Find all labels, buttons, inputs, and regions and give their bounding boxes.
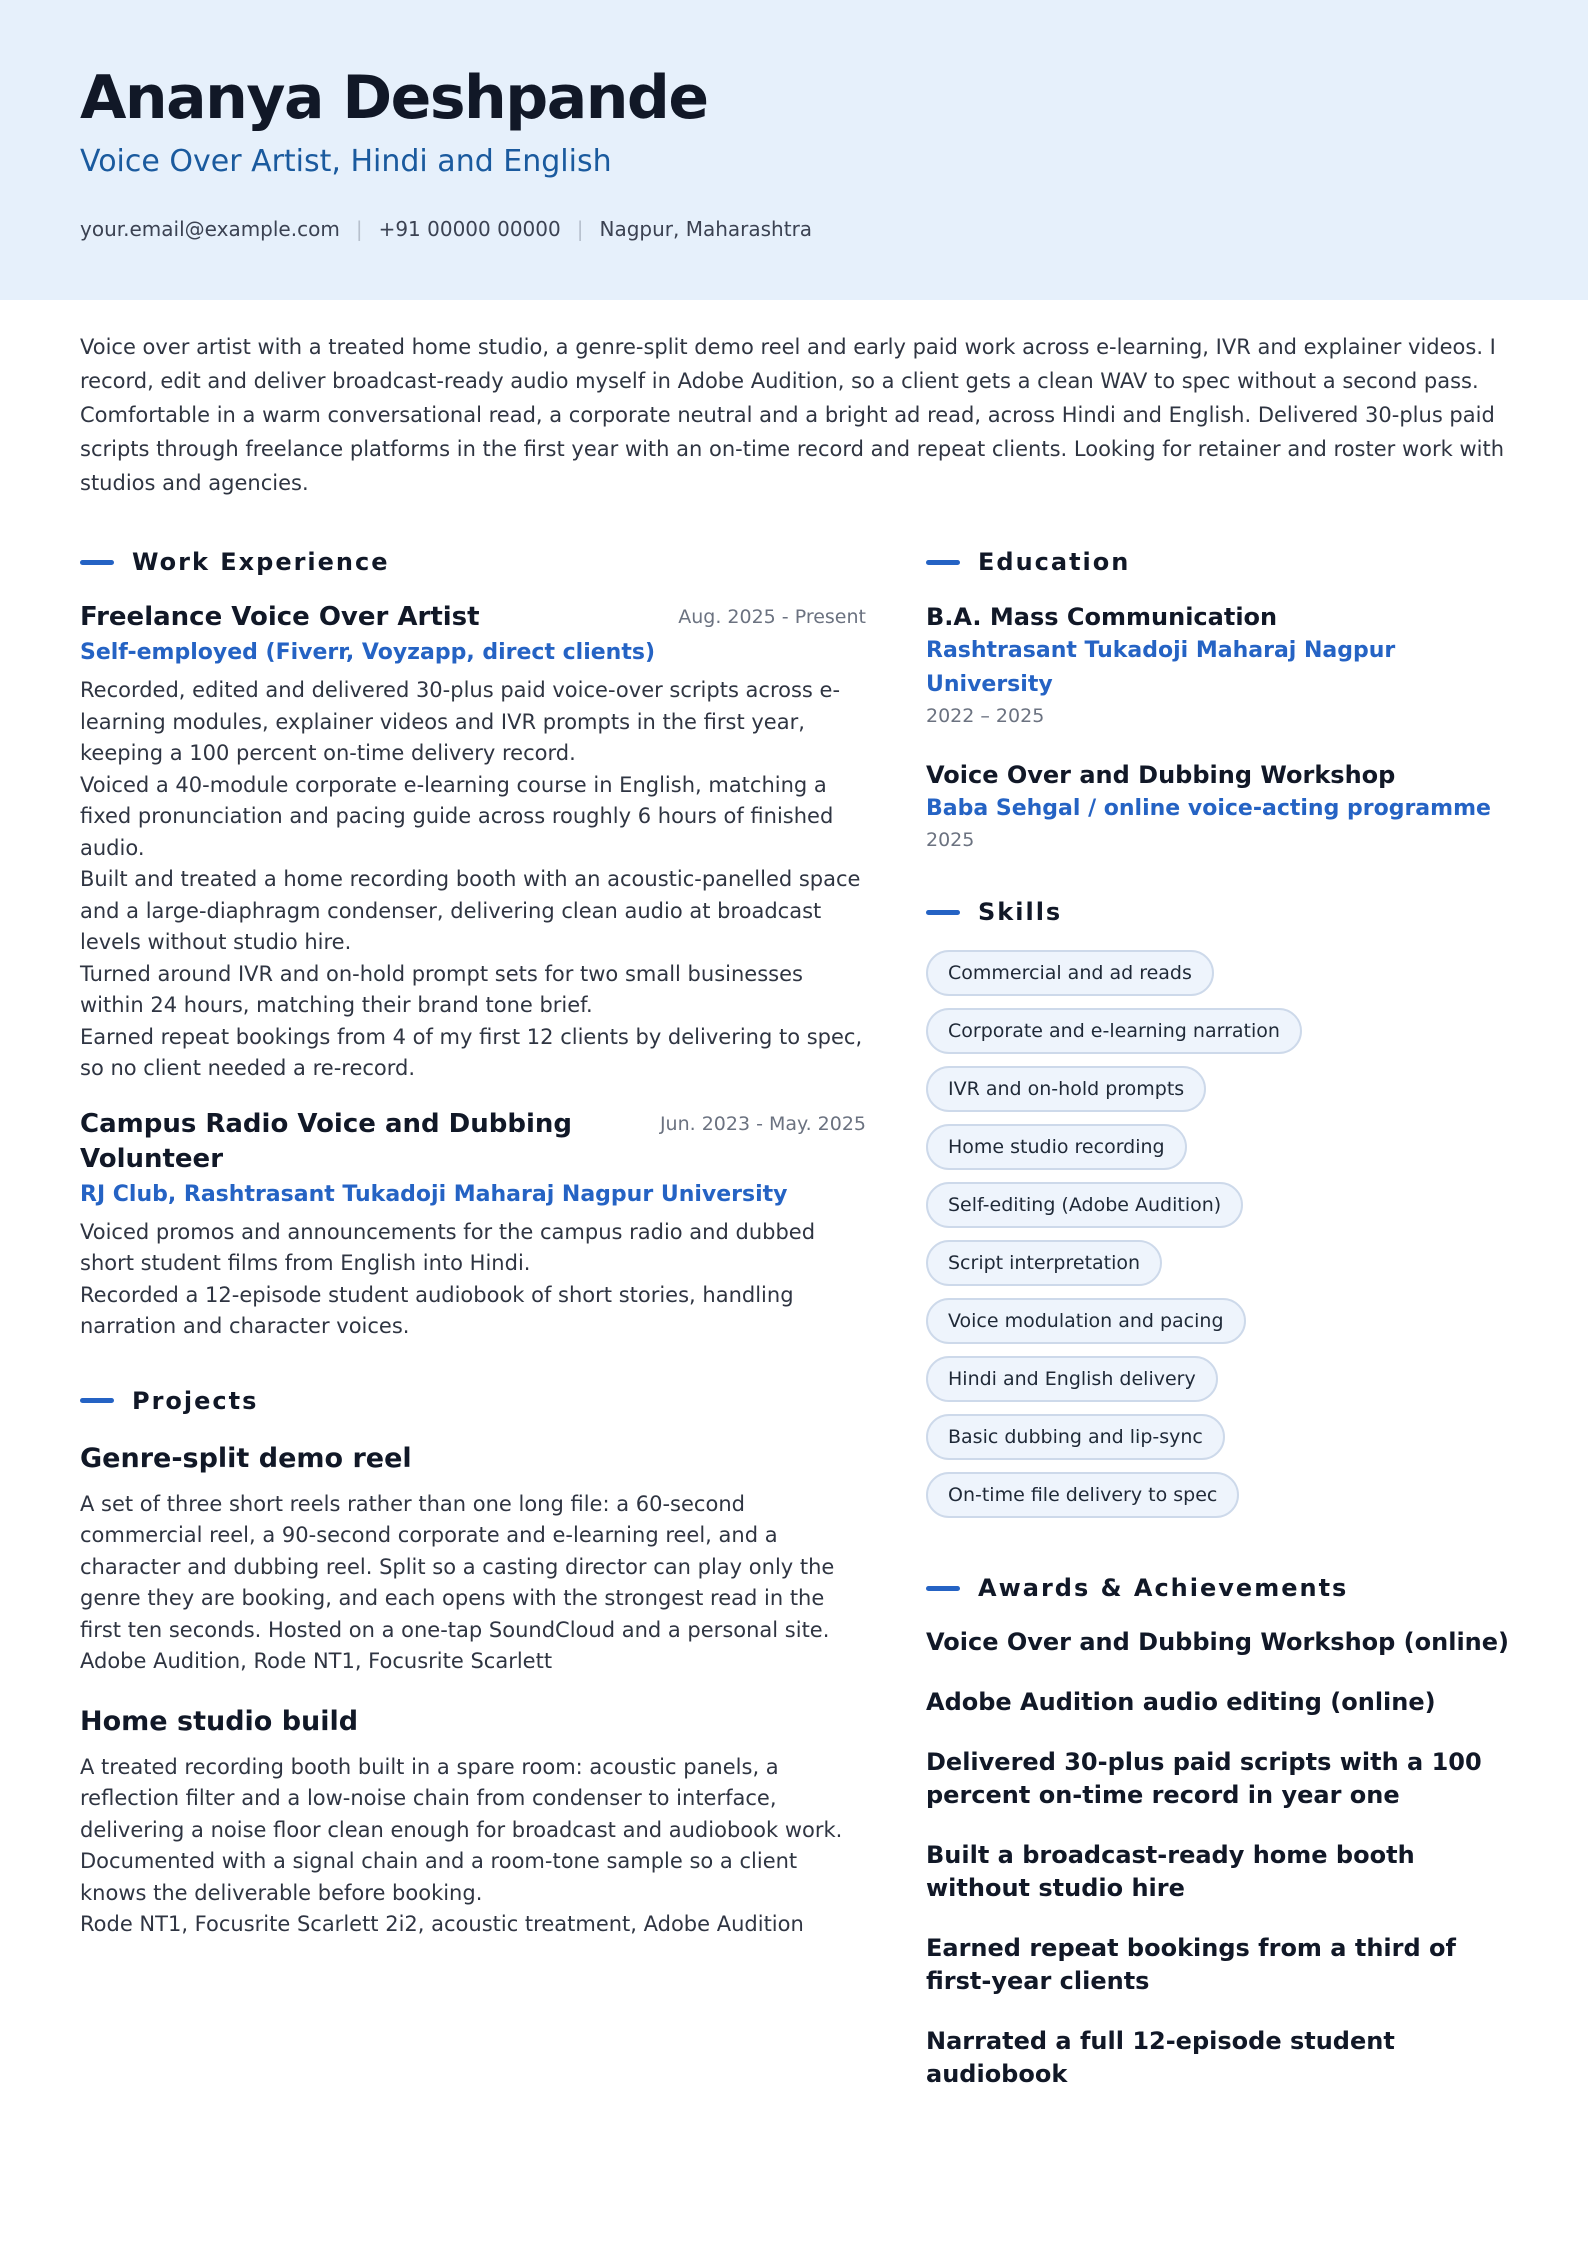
contact-line (80, 214, 812, 244)
skills-list (926, 950, 1526, 1530)
skill-chip: Home studio recording (926, 1124, 1187, 1170)
section-header-work (80, 544, 866, 580)
project-description: A set of three short reels rather than one long file: a 60-second commercial reel, a 90-second corporate and e-learning reel, and a character and dubbing reel. Split so a casting director can play only the genre they are booking, and each opens with the strongest read in the first ten seconds. Hosted on a one-tap SoundCloud and a personal site. (80, 1491, 835, 1642)
job-title: Campus Radio Voice and Dubbing Volunteer (80, 1108, 573, 1174)
award-item: Earned repeat bookings from a third of first-year clients (926, 1934, 1456, 1995)
section-title: Awards & Achievements (978, 1574, 1349, 1602)
project-entry (80, 1702, 866, 1941)
job-bullet: Built and treated a home recording booth with an acoustic-panelled space and a large-diaphragm condenser, delivering clean audio at broadcast levels without studio hire. (80, 867, 861, 954)
candidate-name: Ananya Deshpande (80, 63, 708, 133)
contact-separator: | (576, 217, 584, 241)
award-item: Delivered 30-plus paid scripts with a 100 percent on-time record in year one (926, 1748, 1482, 1809)
job-date: Jun. 2023 - May. 2025 (659, 1112, 866, 1135)
skill-chip: Hindi and English delivery (926, 1356, 1218, 1402)
contact-phone[interactable]: +91 00000 00000 (378, 217, 561, 241)
section-header-education (926, 544, 1526, 580)
project-entry (80, 1439, 866, 1678)
skill-chip: Script interpretation (926, 1240, 1162, 1286)
education-years: 2022 – 2025 (926, 705, 1045, 727)
job-organization: Self-employed (Fiverr, Voyzapp, direct clients) (80, 640, 655, 665)
section-accent-bar (80, 1398, 114, 1403)
right-column (926, 544, 1526, 2118)
section-title: Work Experience (132, 548, 390, 576)
profile-summary: Voice over artist with a treated home studio, a genre-split demo reel and early paid work across e-learning, IVR and explainer videos. I record, edit and deliver broadcast-ready audio myself in Adobe Audition, so a client gets a clean WAV to spec without a second pass. Comfortable in a warm conversational read, a corporate neutral and a bright ad read, across Hindi and English. Delivered 30-plus paid scripts through freelance platforms in the first year with an on-time record and repeat clients. Looking for retainer and roster work with studios and agencies. (80, 335, 1505, 495)
skill-chip: Corporate and e-learning narration (926, 1008, 1302, 1054)
award-item: Built a broadcast-ready home booth without studio hire (926, 1841, 1415, 1902)
job-date: Aug. 2025 - Present (678, 606, 866, 628)
job-bullet: Voiced a 40-module corporate e-learning course in English, matching a fixed pronunciation and pacing guide across roughly 6 hours of finished audio. (80, 772, 834, 860)
job-entry (80, 1107, 866, 1343)
section-title: Projects (132, 1386, 259, 1415)
section-accent-bar (80, 560, 114, 565)
skill-chip: Basic dubbing and lip-sync (926, 1414, 1225, 1460)
section-header-skills (926, 894, 1526, 930)
section-title: Skills (978, 898, 1063, 926)
job-entry (80, 600, 866, 1085)
job-bullet: Earned repeat bookings from 4 of my first 12 clients by delivering to spec, so no client needed a re-record. (80, 1024, 863, 1080)
left-column (80, 544, 866, 1965)
job-bullet: Recorded a 12-episode student audiobook of short stories, handling narration and character voices. (80, 1282, 794, 1338)
education-entry (926, 758, 1526, 854)
project-title: Home studio build (80, 1705, 359, 1737)
job-bullet: Voiced promos and announcements for the campus radio and dubbed short student films from English into Hindi. (80, 1219, 816, 1275)
section-header-projects (80, 1383, 866, 1419)
skill-chip: Self-editing (Adobe Audition) (926, 1182, 1243, 1228)
skill-chip: On-time file delivery to spec (926, 1472, 1239, 1518)
education-institution: Baba Sehgal / online voice-acting programme (926, 796, 1491, 821)
contact-location: Nagpur, Maharashtra (599, 217, 813, 241)
contact-separator: | (355, 217, 363, 241)
education-years: 2025 (926, 829, 975, 851)
project-tools: Adobe Audition, Rode NT1, Focusrite Scarlett (80, 1649, 553, 1673)
section-title: Education (978, 548, 1131, 576)
resume-header (0, 0, 1588, 300)
project-description: A treated recording booth built in a spare room: acoustic panels, a reflection filter and a low-noise chain from condenser to interface, delivering a noise floor clean enough for broadcast and audiobook work. Documented with a signal chain and a room-tone sample so a client knows the deliverable before booking. (80, 1754, 843, 1905)
award-item: Narrated a full 12-episode student audiobook (926, 2027, 1395, 2088)
project-tools: Rode NT1, Focusrite Scarlett 2i2, acoustic treatment, Adobe Audition (80, 1912, 804, 1936)
job-bullet: Recorded, edited and delivered 30-plus paid voice-over scripts across e-learning modules, explainer videos and IVR prompts in the first year, keeping a 100 percent on-time delivery record. (80, 678, 841, 765)
skill-chip: Voice modulation and pacing (926, 1298, 1246, 1344)
job-bullet: Turned around IVR and on-hold prompt sets for two small businesses within 24 hours, matching their brand tone brief. (80, 961, 803, 1017)
section-accent-bar (926, 910, 960, 915)
education-entry (926, 600, 1526, 730)
skill-chip: IVR and on-hold prompts (926, 1066, 1206, 1112)
contact-email[interactable]: your.email@example.com (80, 217, 340, 241)
education-degree: Voice Over and Dubbing Workshop (926, 761, 1396, 789)
project-title: Genre-split demo reel (80, 1442, 412, 1474)
section-accent-bar (926, 1586, 960, 1591)
section-header-awards (926, 1570, 1526, 1606)
job-organization: RJ Club, Rashtrasant Tukadoji Maharaj Nagpur University (80, 1181, 788, 1207)
award-item: Adobe Audition audio editing (online) (926, 1688, 1436, 1716)
job-title: Freelance Voice Over Artist (80, 602, 480, 632)
section-accent-bar (926, 560, 960, 565)
award-item: Voice Over and Dubbing Workshop (online) (926, 1628, 1510, 1656)
education-degree: B.A. Mass Communication (926, 603, 1278, 631)
candidate-role: Voice Over Artist, Hindi and English (80, 144, 612, 179)
education-institution: Rashtrasant Tukadoji Maharaj Nagpur University (926, 638, 1396, 697)
skill-chip: Commercial and ad reads (926, 950, 1214, 996)
